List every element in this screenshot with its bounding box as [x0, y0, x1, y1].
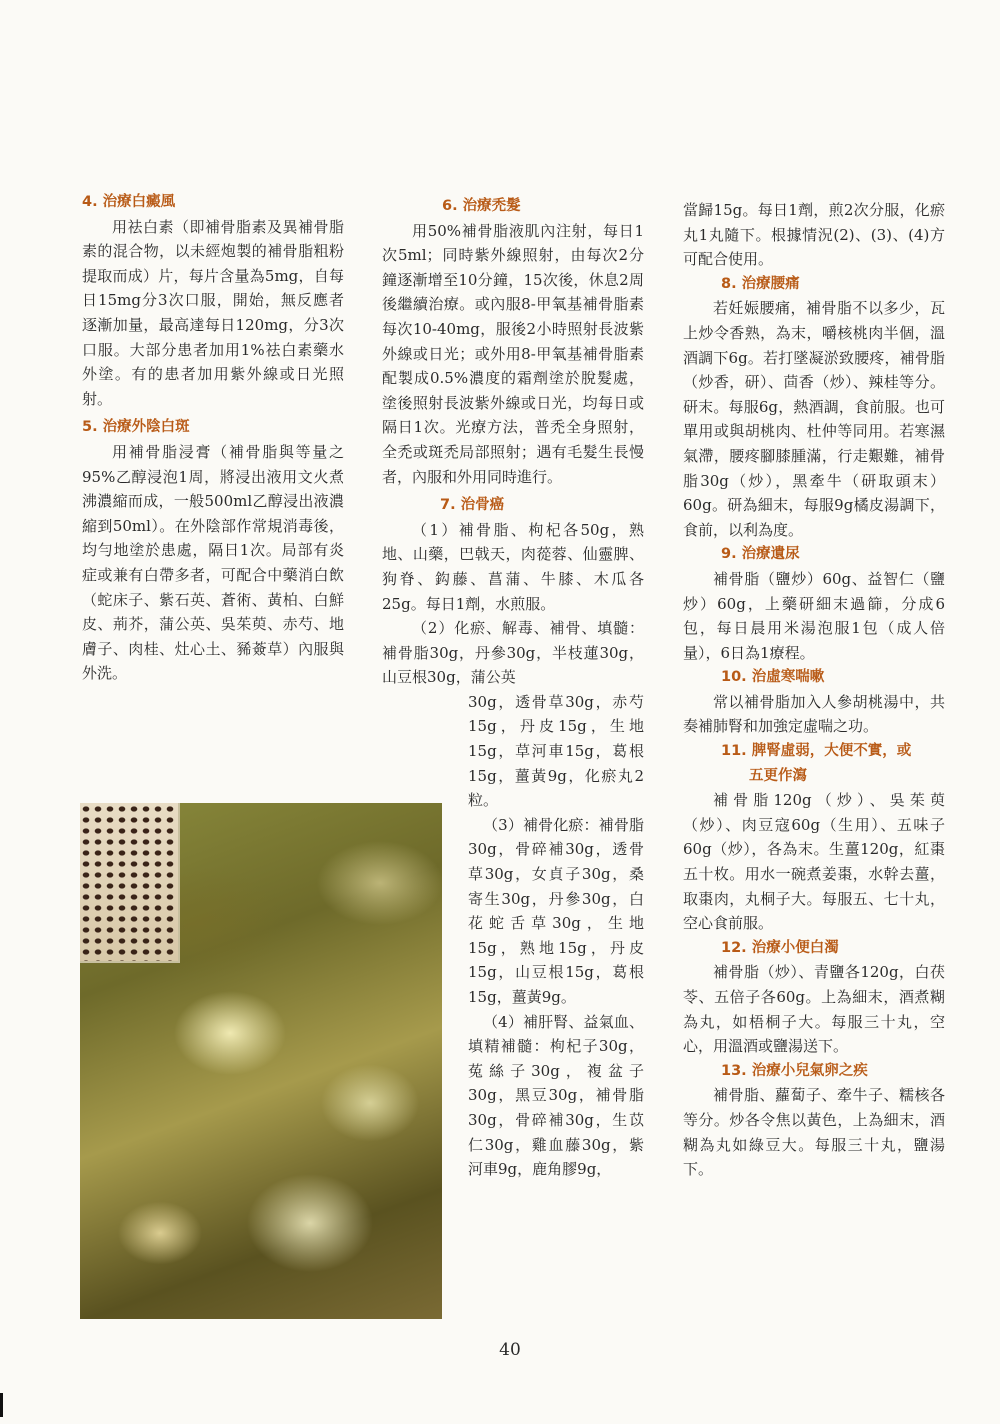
- page-number: 40: [499, 1340, 521, 1360]
- column-1: [82, 190, 344, 686]
- section-10-body: 常以補骨脂加入人參胡桃湯中，共奏補肺腎和加強定虛喘之功。: [683, 692, 945, 736]
- section-7-para-2a: （2）化瘀、解毒、補骨、填髓：補骨脂30g，丹參30g，半枝蓮30g，山豆根30g，蒲公英: [382, 619, 644, 687]
- section-5-heading: 5. 治療外陰白斑: [82, 419, 190, 436]
- section-7-para-3: （3）補骨化瘀：補骨脂30g，骨碎補30g，透骨草30g，女貞子30g，桑寄生30g，丹參30g，白花蛇舌草30g，生地15g，熟地15g，丹皮15g，山豆根15g，葛根15g，薑黃9g。: [468, 815, 644, 1006]
- section-12-body: 補骨脂（炒）、青鹽各120g，白茯苓、五倍子各60g。上為細末，酒煮糊為丸，如梧桐子大。每服三十丸，空心，用溫酒或鹽湯送下。: [683, 963, 945, 1056]
- section-8-heading: 8. 治療腰痛: [721, 275, 800, 292]
- column-3: [683, 198, 945, 1182]
- section-11-heading-line-2: 五更作瀉: [749, 767, 807, 784]
- scan-edge-mark: [0, 1393, 3, 1417]
- section-5-body: 用補骨脂浸膏（補骨脂與等量之95%乙醇浸泡1周，將浸出液用文火煮沸濃縮而成，一般500ml乙醇浸出液濃縮到50ml）。在外陰部作常規消毒後，均勻地塗於患處，隔日1次。局部有炎症或兼有白帶多者，可配合中藥消白飲（蛇床子、紫石英、蒼術、黃柏、白鮮皮、荊芥，蒲公英、吳茱萸、赤芍、地膚子、肉桂、灶心土、豨薟草）內服與外洗。: [82, 442, 344, 683]
- section-13-body: 補骨脂、蘿蔔子、牽牛子、糯核各等分。炒各令焦以黃色，上為細末，酒糊為丸如綠豆大。每服三十丸，鹽湯下。: [683, 1086, 945, 1179]
- section-6-heading: 6. 治療禿髮: [442, 198, 521, 214]
- section-7-continued: 當歸15g。每日1劑，煎2次分服，化瘀丸1丸隨下。根據情況(2)、(3)、(4)方可配合使用。: [683, 201, 945, 269]
- seeds-inset-photo: [80, 803, 180, 963]
- section-9-body: 補骨脂（鹽炒）60g、益智仁（鹽炒）60g，上藥研細末過篩，分成6包，每日晨用米湯泡服1包（成人倍量），6日為1療程。: [683, 569, 945, 662]
- section-7-para-4: （4）補肝腎、益氣血、填精補髓：枸杞子30g，菟絲子30g，複盆子30g，黑豆30g，補骨脂30g，骨碎補30g，生苡仁30g，雞血藤30g，紫河車9g，鹿角膠9g，: [468, 1012, 644, 1179]
- section-7-para-1: （1）補骨脂、枸杞各50g，熟地、山藥，巴戟天，肉蓯蓉、仙靈脾、狗脊、鈎藤、菖蒲、牛膝、木瓜各25g。每日1劑，水煎服。: [382, 520, 644, 613]
- section-13-heading: 13. 治療小兒氣卵之疾: [721, 1062, 868, 1079]
- section-4-heading: 4. 治療白癜風: [82, 194, 176, 210]
- section-12-heading: 12. 治療小便白濁: [721, 939, 839, 956]
- psoralea-plant-photo: [80, 803, 442, 1319]
- section-6-body: 用50%補骨脂液肌內注射，每日1次5ml；同時紫外線照射，由每次2分鐘逐漸增至10分鐘，15次後，休息2周後繼續治療。或內服8-甲氧基補骨脂素每次10-40mg，服後2小時照射長波紫外線或日光；或外用8-甲氧基補骨脂素配製成0.5%濃度的霜劑塗於脫髮處，塗後照射長波紫外線或日光，均每日或隔日1次。光療方法，普禿全身照射，全禿或斑禿局部照射；遇有毛髮生長慢者，內服和外用同時進行。: [382, 221, 644, 486]
- section-7-para-2b: 30g，透骨草30g，赤芍15g，丹皮15g，生地15g，草河車15g，葛根15g，薑黃9g，化瘀丸2粒。: [468, 692, 644, 810]
- section-9-heading: 9. 治療遺尿: [721, 546, 800, 563]
- section-11-body: 補骨脂120g（炒）、吳茱萸（炒）、肉豆寇60g（生用）、五味子60g（炒），各為末。生薑120g，紅棗五十枚。用水一碗煮姜棗，水幹去薑，取棗肉，丸桐子大。每服五、七十丸，空心食前服。: [683, 791, 945, 933]
- section-10-heading: 10. 治虛寒喘嗽: [721, 669, 825, 686]
- section-7-heading: 7. 治骨癌: [440, 497, 505, 514]
- section-11-heading: 11. 脾腎虛弱，大便不實，或: [721, 743, 912, 760]
- section-8-body: 若妊娠腰痛，補骨脂不以多少，瓦上炒令香熟，為末，嚼核桃肉半個，溫酒調下6g。若打墜凝淤致腰疼，補骨脂（炒香，研）、茴香（炒）、辣桂等分。研末。每服6g，熱酒調，食前服。也可單用或與胡桃肉、杜仲等同用。若寒濕氣滯，腰疼腳膝腫滿，行走艱難，補骨脂30g（炒），黑牽牛（研取頭末）60g。研為細末，每服9g橘皮湯調下，食前，以利為度。: [683, 299, 945, 539]
- section-4-body: 用祛白素（即補骨脂素及異補骨脂素的混合物，以未經炮製的補骨脂粗粉提取而成）片，每片含量為5mg，自每日15mg分3次口服，開始，無反應者逐漸加量，最高達每日120mg，分3次口服。大部分患者加用1%祛白素藥水外塗。有的患者加用紫外線或日光照射。: [82, 217, 344, 408]
